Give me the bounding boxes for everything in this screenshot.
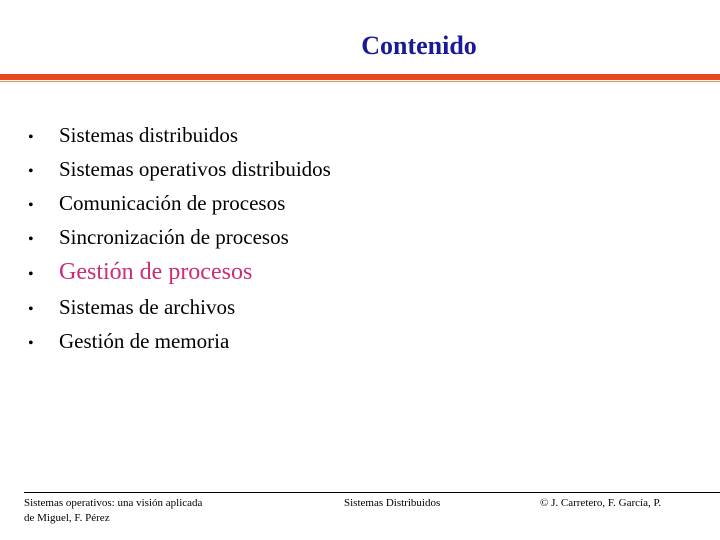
bullet-icon: •	[28, 231, 34, 248]
bullet-icon: •	[28, 335, 34, 352]
footer-book-title: Sistemas operativos: una visión aplicada	[24, 497, 203, 509]
list-item	[28, 220, 688, 254]
list-item-label: Gestión de procesos	[59, 259, 253, 285]
footer-divider	[24, 492, 720, 493]
list-item	[28, 118, 688, 152]
list-item-label: Sistemas distribuidos	[59, 123, 239, 147]
list-item-label: Sistemas de archivos	[59, 295, 236, 319]
list-item	[28, 152, 688, 186]
bullet-icon: •	[28, 266, 34, 283]
bullet-icon: •	[28, 197, 34, 214]
footer-book-credit	[24, 496, 284, 526]
list-item	[28, 186, 688, 220]
bullet-icon: •	[28, 129, 34, 146]
list-item	[28, 290, 688, 324]
list-item-highlighted	[28, 254, 688, 290]
list-item	[28, 324, 688, 358]
list-item-label: Gestión de memoria	[59, 329, 230, 353]
content-list	[28, 118, 688, 358]
title-underline	[0, 74, 720, 80]
list-item-label: Sincronización de procesos	[59, 225, 289, 249]
bullet-icon: •	[28, 301, 34, 318]
title-underline-thin	[0, 81, 720, 82]
bullet-icon: •	[28, 163, 34, 180]
list-item-label: Comunicación de procesos	[59, 191, 286, 215]
list-item-label: Sistemas operativos distribuidos	[59, 157, 331, 181]
slide-title-wrap	[0, 33, 704, 65]
footer-copyright: © J. Carretero, F. García, P.	[540, 497, 662, 509]
footer-topic: Sistemas Distribuidos	[344, 497, 441, 509]
slide-title: Contenido	[361, 31, 477, 60]
footer-book-authors: de Miguel, F. Pérez	[24, 512, 110, 524]
